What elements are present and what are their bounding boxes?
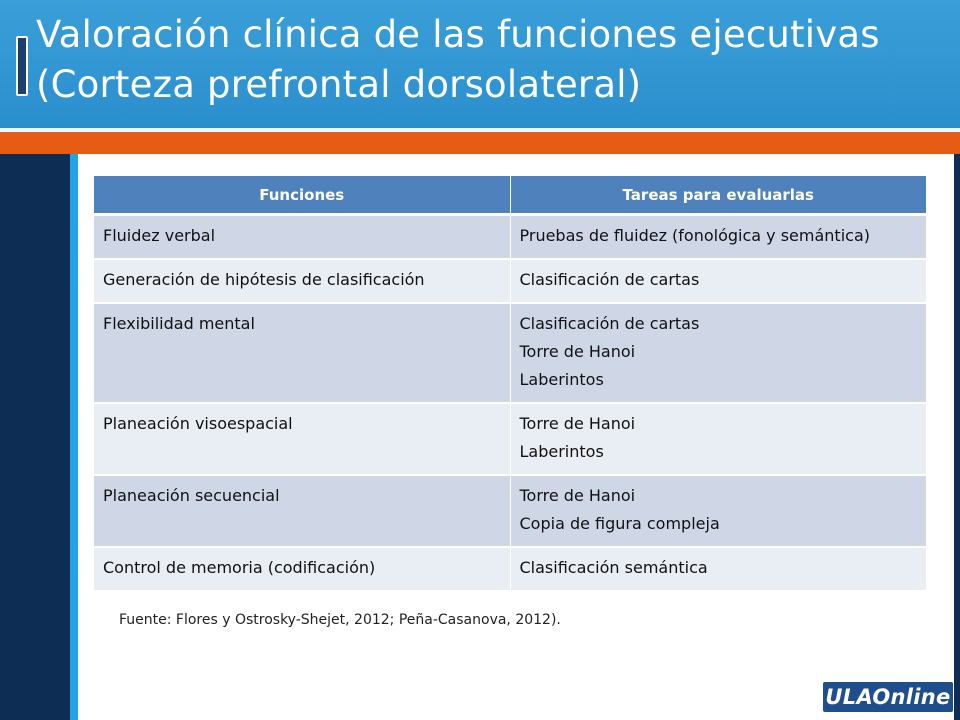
ula-online-logo: ULAOnline <box>823 682 953 712</box>
table-row <box>94 547 926 591</box>
cell-tareas <box>510 475 926 547</box>
cell-tareas <box>510 403 926 475</box>
tarea-item: Clasificación de cartas <box>519 270 700 289</box>
tarea-item: Pruebas de fluidez (fonológica y semántica) <box>519 226 870 245</box>
table-header-row <box>94 176 926 215</box>
header-tareas: Tareas para evaluarlas <box>510 176 926 215</box>
tarea-item: Copia de figura compleja <box>519 514 720 533</box>
table-row <box>94 403 926 475</box>
tarea-item: Clasificación semántica <box>519 558 708 577</box>
tarea-item: Torre de Hanoi <box>519 414 636 433</box>
cell-funcion: Generación de hipótesis de clasificación <box>94 259 510 303</box>
table-row <box>94 303 926 403</box>
cell-tareas <box>510 303 926 403</box>
title-accent-bar <box>16 36 28 96</box>
cell-funcion: Flexibilidad mental <box>94 303 510 403</box>
source-citation: Fuente: Flores y Ostrosky-Shejet, 2012; Peña-Casanova, 2012). <box>119 612 561 628</box>
left-sidebar-navy <box>0 154 70 720</box>
tarea-item: Torre de Hanoi <box>519 486 636 505</box>
tarea-item: Clasificación de cartas <box>519 314 700 333</box>
table-row <box>94 215 926 260</box>
cell-funcion: Control de memoria (codificación) <box>94 547 510 591</box>
cell-tareas <box>510 547 926 591</box>
tarea-item: Laberintos <box>519 442 604 461</box>
tarea-item: Laberintos <box>519 370 604 389</box>
cell-funcion: Fluidez verbal <box>94 215 510 260</box>
functions-table <box>94 176 926 592</box>
cell-tareas <box>510 215 926 260</box>
left-sidebar-blue-stripe <box>70 154 78 720</box>
table-row <box>94 259 926 303</box>
right-border-stripe <box>954 154 960 720</box>
cell-tareas <box>510 259 926 303</box>
slide-title: Valoración clínica de las funciones ejecutivas (Corteza prefrontal dorsolateral) <box>36 13 880 106</box>
orange-accent-bar <box>0 132 960 154</box>
header-funciones: Funciones <box>94 176 510 215</box>
cell-funcion: Planeación visoespacial <box>94 403 510 475</box>
cell-funcion: Planeación secuencial <box>94 475 510 547</box>
tarea-item: Torre de Hanoi <box>519 342 636 361</box>
table-row <box>94 475 926 547</box>
header-divider <box>0 128 960 131</box>
